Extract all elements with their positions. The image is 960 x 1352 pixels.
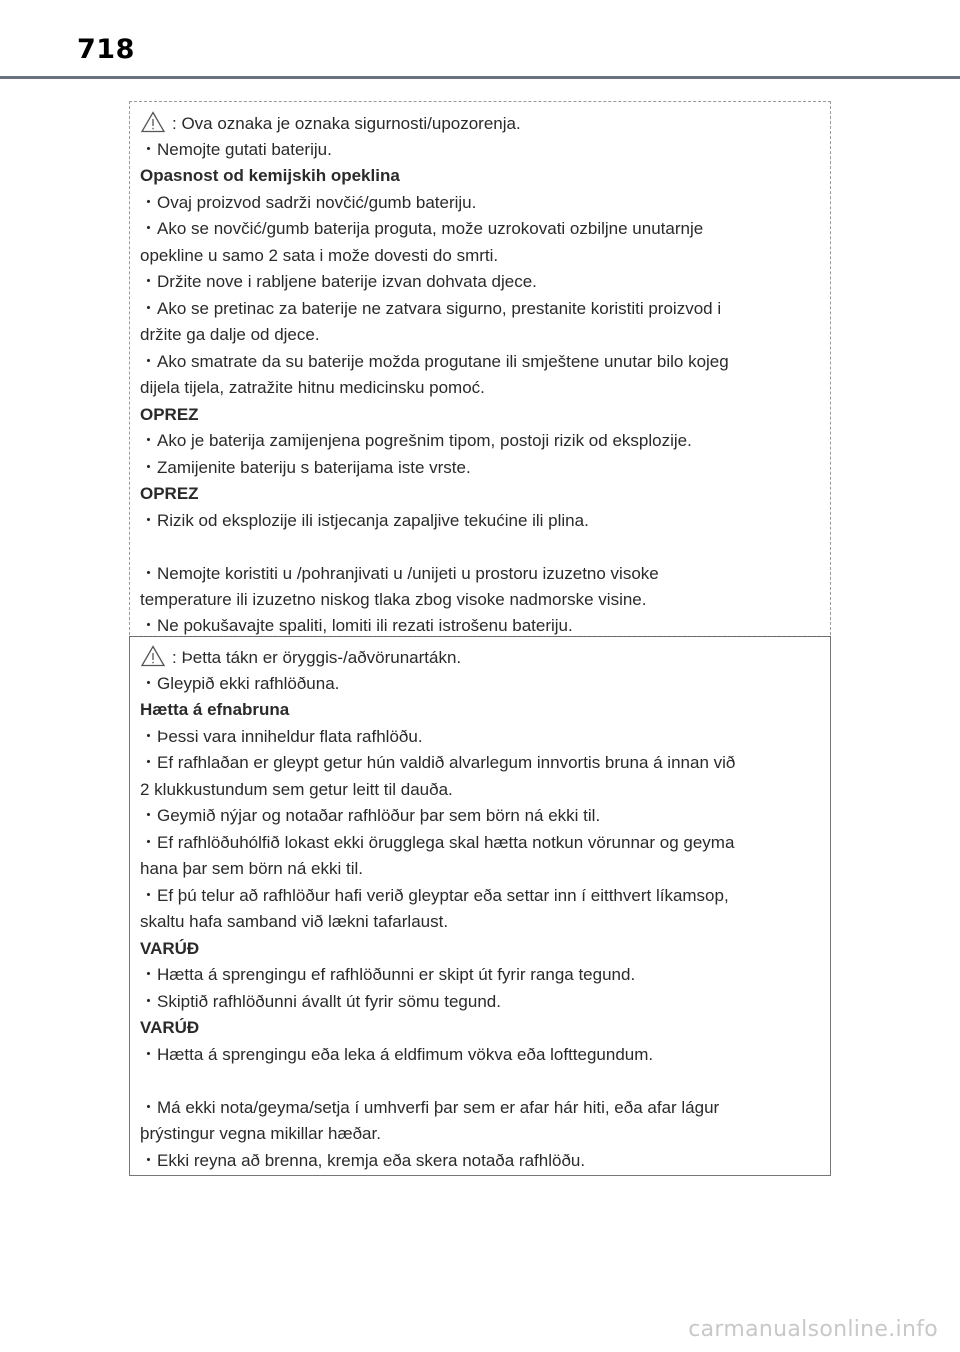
icelandic-line: ・Ef þú telur að rafhlöður hafi verið gleyptar eða settar inn í eitthvert líkamsop, <box>140 886 729 905</box>
section-divider <box>129 636 831 637</box>
croatian-heading: Opasnost od kemijskih opeklina <box>140 166 400 185</box>
icelandic-line: þrýstingur vegna mikillar hæðar. <box>140 1124 381 1143</box>
icelandic-line: ・Ef rafhlaðan er gleypt getur hún valdið alvarlegum innvortis bruna á innan við <box>140 753 736 772</box>
page-number: 718 <box>77 34 135 65</box>
croatian-line: ・Zamijenite bateriju s baterijama iste vrste. <box>140 458 471 477</box>
croatian-line: ・Ako je baterija zamijenjena pogrešnim tipom, postoji rizik od eksplozije. <box>140 431 692 450</box>
croatian-line: ・Ako se pretinac za baterije ne zatvara sigurno, prestanite koristiti proizvod i <box>140 299 722 318</box>
croatian-line: ・Ako se novčić/gumb baterija proguta, može uzrokovati ozbiljne unutarnje <box>140 219 704 238</box>
icelandic-caution-heading: VARÚÐ <box>140 939 200 958</box>
croatian-caution-heading: OPREZ <box>140 405 199 424</box>
icelandic-line: ・Hætta á sprengingu ef rafhlöðunni er skipt út fyrir ranga tegund. <box>140 965 636 984</box>
icelandic-line: ・Má ekki nota/geyma/setja í umhverfi þar sem er afar hár hiti, eða afar lágur <box>140 1098 720 1117</box>
croatian-warning-label: : Ova oznaka je oznaka sigurnosti/upozorenja. <box>172 114 521 133</box>
icelandic-line: 2 klukkustundum sem getur leitt til dauða. <box>140 780 453 799</box>
croatian-line: temperature ili izuzetno niskog tlaka zbog visoke nadmorske visine. <box>140 590 647 609</box>
icelandic-line: ・Gleypið ekki rafhlöðuna. <box>140 674 340 693</box>
croatian-line: ・Ovaj proizvod sadrži novčić/gumb bateriju. <box>140 193 477 212</box>
croatian-line: dijela tijela, zatražite hitnu medicinsku pomoć. <box>140 378 485 397</box>
icelandic-line: skaltu hafa samband við lækni tafarlaust. <box>140 912 449 931</box>
croatian-line: ・Nemojte koristiti u /pohranjivati u /unijeti u prostoru izuzetno visoke <box>140 564 659 583</box>
header-rule <box>0 76 960 79</box>
croatian-line: ・Ako smatrate da su baterije možda progutane ili smještene unutar bilo kojeg <box>140 352 729 371</box>
watermark: carmanualsonline.info <box>688 1317 938 1342</box>
icelandic-line: ・Ef rafhlöðuhólfið lokast ekki örugglega skal hætta notkun vörunnar og geyma <box>140 833 735 852</box>
warning-triangle-icon <box>141 645 165 667</box>
croatian-line: opekline u samo 2 sata i može dovesti do smrti. <box>140 246 499 265</box>
icelandic-line: ・Ekki reyna að brenna, kremja eða skera notaða rafhlöðu. <box>140 1151 586 1170</box>
icelandic-line: ・Geymið nýjar og notaðar rafhlöður þar sem börn ná ekki til. <box>140 806 601 825</box>
icelandic-line: ・Hætta á sprengingu eða leka á eldfimum vökva eða lofttegundum. <box>140 1045 654 1064</box>
icelandic-heading: Hætta á efnabruna <box>140 700 290 719</box>
croatian-line: ・Rizik od eksplozije ili istjecanja zapaljive tekućine ili plina. <box>140 511 589 530</box>
icelandic-line: ・Skiptið rafhlöðunni ávallt út fyrir sömu tegund. <box>140 992 501 1011</box>
croatian-line: držite ga dalje od djece. <box>140 325 320 344</box>
icelandic-warning-label: : Þetta tákn er öryggis-/aðvörunartákn. <box>172 648 462 667</box>
icelandic-line: hana þar sem börn ná ekki til. <box>140 859 364 878</box>
croatian-line: ・Nemojte gutati bateriju. <box>140 140 332 159</box>
icelandic-line: ・Þessi vara inniheldur flata rafhlöðu. <box>140 727 423 746</box>
croatian-line: ・Ne pokušavajte spaliti, lomiti ili rezati istrošenu bateriju. <box>140 616 573 635</box>
warning-triangle-icon <box>141 111 165 133</box>
croatian-line: ・Držite nove i rabljene baterije izvan dohvata djece. <box>140 272 537 291</box>
icelandic-caution-heading: VARÚÐ <box>140 1018 200 1037</box>
croatian-caution-heading: OPREZ <box>140 484 199 503</box>
